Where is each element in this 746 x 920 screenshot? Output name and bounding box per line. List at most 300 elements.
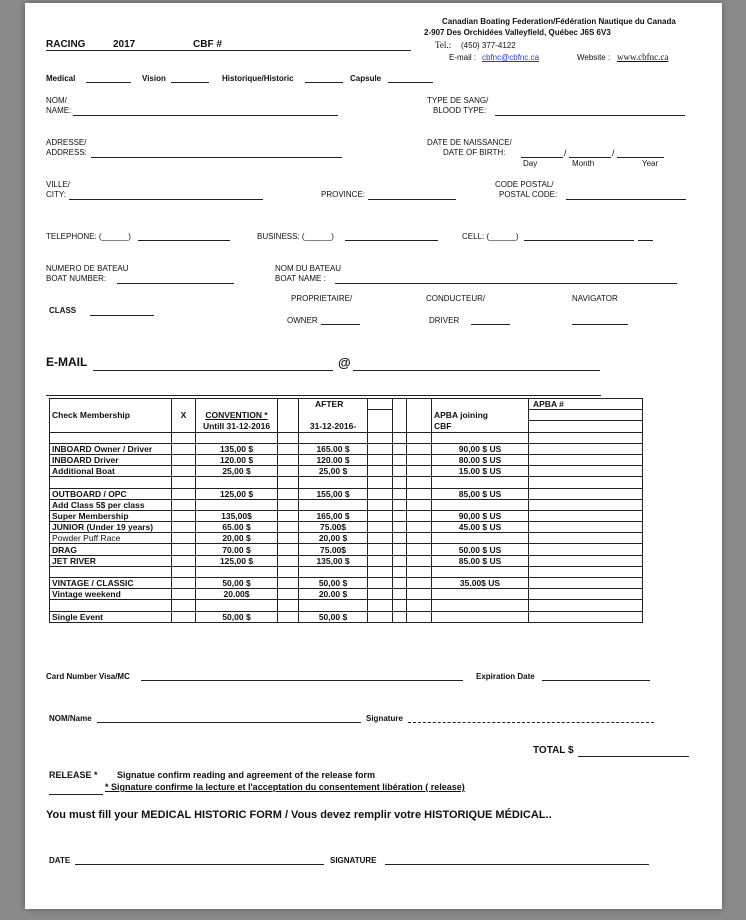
check-x-cell[interactable] [172, 589, 196, 600]
membership-type-cell: VINTAGE / CLASSIC [50, 578, 172, 589]
blank-cell [407, 432, 432, 443]
boat-name-field[interactable] [335, 283, 677, 284]
membership-type-cell: Single Event [50, 611, 172, 622]
convention-price-cell [196, 566, 278, 577]
check-x-cell[interactable] [172, 522, 196, 533]
navigator-label: NAVIGATOR [572, 294, 618, 303]
blank-cell [393, 510, 407, 521]
membership-type-cell: Vintage weekend [50, 589, 172, 600]
membership-type-cell [50, 600, 172, 611]
dob-slash: / [612, 148, 615, 158]
email-domain-field[interactable] [353, 370, 600, 371]
membership-type-cell: INBOARD Owner / Driver [50, 443, 172, 454]
blank-cell [368, 432, 393, 443]
blank-cell [393, 522, 407, 533]
province-label: PROVINCE: [321, 190, 366, 199]
membership-type-cell [50, 566, 172, 577]
blank-cell [393, 488, 407, 499]
membership-type-cell: Powder Puff Race [50, 533, 172, 544]
org-email-link[interactable]: cbfnc@cbfnc.ca [482, 53, 540, 62]
membership-type-cell: OUTBOARD / OPC [50, 488, 172, 499]
province-field[interactable] [368, 199, 456, 200]
blank-cell [407, 477, 432, 488]
blank-cell [393, 611, 407, 622]
membership-type-cell: Add Class 5$ per class [50, 499, 172, 510]
address-label [46, 138, 87, 158]
boat-number-field[interactable] [117, 283, 234, 284]
signature2-label: SIGNATURE [330, 856, 377, 865]
blank-cell [393, 578, 407, 589]
after-price-cell: 135,00 $ [299, 555, 368, 566]
vision-field[interactable] [171, 82, 209, 83]
driver-label: DRIVER [429, 316, 460, 325]
blank-cell [407, 522, 432, 533]
signature-field[interactable] [408, 722, 654, 723]
release-french: * Signature confirme la lecture et l'acceptation du consentement libération ( release) [105, 782, 465, 792]
release-label: RELEASE * [49, 770, 98, 780]
convention-price-cell: 20.00$ [196, 589, 278, 600]
name-label [46, 96, 71, 116]
after-price-cell: 155,00 $ [299, 488, 368, 499]
blank-cell [278, 510, 299, 521]
card-number-field[interactable] [141, 680, 463, 681]
boat-name-en: BOAT NAME : [275, 274, 326, 283]
blank-cell [407, 578, 432, 589]
blank-cell [407, 510, 432, 521]
blank-cell [393, 499, 407, 510]
table-row [50, 466, 643, 477]
blank-cell [407, 600, 432, 611]
apba-number-cell[interactable] [529, 555, 643, 566]
check-x-cell[interactable] [172, 533, 196, 544]
cell-field[interactable] [524, 240, 634, 241]
address-field[interactable] [91, 157, 342, 158]
apba-number-cell[interactable] [529, 611, 643, 622]
blank-cell [393, 555, 407, 566]
check-x-cell[interactable] [172, 466, 196, 477]
dob-slash: / [564, 148, 567, 158]
blank-cell [368, 533, 393, 544]
convention-price-cell: 20,00 $ [196, 533, 278, 544]
blood-type-en: BLOOD TYPE: [433, 106, 487, 115]
apba-number-cell[interactable] [529, 432, 643, 443]
blank-cell [368, 566, 393, 577]
cell-label: CELL: (______) [462, 232, 519, 241]
apba-number-header: APBA # [529, 399, 643, 410]
membership-type-cell [50, 432, 172, 443]
tel-value: (450) 377-4122 [461, 41, 516, 50]
convention-price-cell: 50,00 $ [196, 578, 278, 589]
after-price-cell: 75.00$ [299, 544, 368, 555]
x-header: X [172, 410, 196, 421]
apba-price-cell [432, 589, 529, 600]
expiration-field[interactable] [542, 680, 650, 681]
blank-cell [407, 443, 432, 454]
date-field[interactable] [75, 864, 324, 865]
blank-cell [368, 600, 393, 611]
nom-name-label: NOM/Name [49, 714, 92, 723]
table-row [50, 544, 643, 555]
check-x-cell[interactable] [172, 488, 196, 499]
apba-price-cell: 50.00 $ US [432, 544, 529, 555]
membership-type-cell: Additional Boat [50, 466, 172, 477]
boat-number-en: BOAT NUMBER: [46, 274, 107, 283]
date-label: DATE [49, 856, 71, 865]
blank-cell [368, 477, 393, 488]
blank-cell [368, 555, 393, 566]
membership-type-cell [50, 477, 172, 488]
telephone-field[interactable] [138, 240, 230, 241]
membership-type-cell: DRAG [50, 544, 172, 555]
dob-fr: DATE DE NAISSANCE/ [427, 138, 512, 147]
table-row [50, 566, 643, 577]
blank-cell [278, 533, 299, 544]
cell-ext-field[interactable] [638, 240, 653, 241]
blank-cell [368, 611, 393, 622]
blank-cell [278, 600, 299, 611]
racing-underline [46, 50, 411, 51]
convention-price-cell: 125,00 $ [196, 488, 278, 499]
city-field[interactable] [69, 199, 263, 200]
year-label: Year [642, 159, 659, 168]
blank-cell [407, 454, 432, 465]
medical-historic-note: You must fill your MEDICAL HISTORIC FORM / Vous devez remplir votre HISTORIQUE MÉDICAL.. [46, 809, 552, 821]
apba-number-cell[interactable] [529, 600, 643, 611]
after-price-cell: 165.00 $ [299, 443, 368, 454]
blank-cell [393, 566, 407, 577]
blank-cell [278, 566, 299, 577]
dob-day-field[interactable] [521, 157, 563, 158]
blank-cell [368, 443, 393, 454]
at-sign: @ [338, 355, 351, 370]
after-price-cell: 75.00$ [299, 522, 368, 533]
apba-price-cell [432, 477, 529, 488]
blank-cell [278, 522, 299, 533]
blank-cell [368, 466, 393, 477]
signature-label: Signature [366, 714, 403, 723]
apba-price-cell [432, 611, 529, 622]
blank-cell [407, 488, 432, 499]
check-x-cell[interactable] [172, 499, 196, 510]
convention-price-cell: 125,00 $ [196, 555, 278, 566]
blank-cell [393, 432, 407, 443]
conducteur-label: CONDUCTEUR/ [426, 294, 486, 303]
owner-field[interactable] [321, 324, 360, 325]
table-row [50, 555, 643, 566]
convention-price-cell: 120.00 $ [196, 454, 278, 465]
boat-number-label [46, 264, 129, 284]
membership-type-cell: JET RIVER [50, 555, 172, 566]
blank-cell [393, 443, 407, 454]
signature2-field[interactable] [385, 864, 649, 865]
website-label: Website : [577, 53, 611, 62]
apba-number-cell[interactable] [529, 443, 643, 454]
blank-cell [278, 432, 299, 443]
apba-joining-header: APBA joining [432, 410, 529, 421]
apba-price-cell: 15.00 $ US [432, 466, 529, 477]
check-x-cell[interactable] [172, 555, 196, 566]
blank-cell [407, 555, 432, 566]
convention-price-cell: 135,00 $ [196, 443, 278, 454]
table-row [50, 533, 643, 544]
blank-cell [368, 454, 393, 465]
racing-year: 2017 [113, 39, 136, 50]
after-date-header: 31-12-2016- [299, 421, 368, 432]
postal-code-label [495, 180, 557, 200]
blank-cell [278, 454, 299, 465]
blank-cell [368, 544, 393, 555]
after-price-cell: 165,00 $ [299, 510, 368, 521]
apba-number-cell[interactable] [529, 466, 643, 477]
blank-cell [393, 466, 407, 477]
apba-number-cell[interactable] [529, 454, 643, 465]
business-field[interactable] [345, 240, 438, 241]
historic-field[interactable] [305, 82, 343, 83]
table-row [50, 499, 643, 510]
blank-cell [393, 589, 407, 600]
blank-cell [278, 578, 299, 589]
until-date-header: Untill 31-12-2016 [196, 421, 278, 432]
email-label: E-mail : [449, 53, 477, 62]
apba-number-cell[interactable] [529, 499, 643, 510]
convention-price-cell: 50,00 $ [196, 611, 278, 622]
vision-label: Vision [142, 74, 166, 83]
name-field[interactable] [73, 115, 338, 116]
release-initial-field[interactable] [49, 794, 103, 795]
racing-label: RACING [46, 39, 86, 50]
convention-price-cell: 65.00 $ [196, 522, 278, 533]
capsule-label: Capsule [350, 74, 382, 83]
after-price-cell [299, 499, 368, 510]
medical-field[interactable] [86, 82, 131, 83]
blank-cell [368, 578, 393, 589]
check-x-cell[interactable] [172, 611, 196, 622]
after-price-cell: 50,00 $ [299, 611, 368, 622]
blank-cell [407, 566, 432, 577]
membership-type-cell: INBOARD Driver [50, 454, 172, 465]
apba-number-cell[interactable] [529, 544, 643, 555]
dob-month-field[interactable] [569, 157, 611, 158]
blank-cell [393, 454, 407, 465]
blank-cell [393, 544, 407, 555]
apba-number-cell[interactable] [529, 578, 643, 589]
table-header-row-3 [50, 421, 643, 432]
check-membership-header: Check Membership [50, 410, 172, 421]
check-x-cell[interactable] [172, 443, 196, 454]
blood-type-field[interactable] [495, 115, 685, 116]
check-x-cell[interactable] [172, 432, 196, 443]
navigator-field[interactable] [572, 324, 628, 325]
blank-cell [278, 499, 299, 510]
apba-price-cell: 45.00 $ US [432, 522, 529, 533]
table-row [50, 589, 643, 600]
apba-price-cell: 80.00 $ US [432, 454, 529, 465]
after-header: AFTER [299, 399, 368, 410]
blood-type-label [427, 96, 488, 116]
table-row [50, 600, 643, 611]
convention-price-cell [196, 477, 278, 488]
table-row [50, 454, 643, 465]
convention-price-cell [196, 432, 278, 443]
check-x-cell[interactable] [172, 510, 196, 521]
blank-cell [407, 544, 432, 555]
cbf-number-label: CBF # [193, 39, 222, 50]
adresse-fr: ADRESSE/ [46, 138, 87, 147]
apba-price-cell [432, 600, 529, 611]
blank-cell [368, 589, 393, 600]
after-price-cell [299, 566, 368, 577]
org-address: 2-907 Des Orchidées Valleyfield, Québec J6S 6V3 [424, 28, 611, 37]
table-row [50, 477, 643, 488]
boat-number-fr: NUMERO DE BATEAU [46, 264, 129, 273]
expiration-label: Expiration Date [476, 672, 535, 681]
form-page [25, 3, 722, 909]
table-header-row-1 [50, 399, 643, 410]
table-row [50, 522, 643, 533]
membership-type-cell: JUNIOR (Under 19 years) [50, 522, 172, 533]
blank-cell [407, 611, 432, 622]
capsule-field[interactable] [388, 82, 433, 83]
blank-cell [278, 443, 299, 454]
table-row [50, 443, 643, 454]
apba-number-cell[interactable] [529, 566, 643, 577]
apba-number-cell[interactable] [529, 510, 643, 521]
blank-cell [368, 499, 393, 510]
nom-name-field[interactable] [97, 722, 361, 723]
convention-price-cell: 135,00$ [196, 510, 278, 521]
blank-cell [368, 488, 393, 499]
table-row [50, 488, 643, 499]
boat-name-label [275, 264, 341, 284]
blank-cell [278, 589, 299, 600]
after-price-cell: 120.00 $ [299, 454, 368, 465]
check-x-cell[interactable] [172, 578, 196, 589]
org-name: Canadian Boating Federation/Fédération Nautique du Canada [442, 17, 676, 26]
postal-fr: CODE POSTAL/ [495, 180, 554, 189]
total-field[interactable] [578, 756, 689, 757]
blank-cell [407, 466, 432, 477]
blank-cell [393, 600, 407, 611]
apba-price-cell: 85.00 $ US [432, 555, 529, 566]
check-x-cell[interactable] [172, 544, 196, 555]
dob-label [427, 138, 512, 158]
postal-code-field[interactable] [566, 199, 686, 200]
day-label: Day [523, 159, 538, 168]
total-label: TOTAL $ [533, 745, 574, 756]
class-label: CLASS [49, 306, 77, 315]
convention-price-cell [196, 499, 278, 510]
apba-price-cell [432, 533, 529, 544]
after-price-cell [299, 600, 368, 611]
nom-label: NOM/ [46, 96, 67, 105]
postal-en: POSTAL CODE: [499, 190, 558, 199]
apba-number-cell[interactable] [529, 488, 643, 499]
convention-price-cell: 70.00 $ [196, 544, 278, 555]
driver-field[interactable] [471, 324, 510, 325]
telephone-label: TELEPHONE: (______) [46, 232, 131, 241]
city-en: CITY: [46, 190, 67, 199]
medical-label: Medical [46, 74, 76, 83]
convention-header: CONVENTION * [196, 410, 278, 421]
table-row [50, 611, 643, 622]
name-label-en: NAME: [46, 106, 72, 115]
blank-cell [407, 533, 432, 544]
check-x-cell[interactable] [172, 454, 196, 465]
blank-cell [393, 477, 407, 488]
table-row [50, 432, 643, 443]
blank-cell [407, 589, 432, 600]
table-row [50, 578, 643, 589]
city-label [46, 180, 70, 200]
blank-cell [278, 466, 299, 477]
table-header-row-2 [50, 410, 643, 421]
business-label: BUSINESS: (______) [257, 232, 334, 241]
blank-cell [278, 555, 299, 566]
card-number-label: Card Number Visa/MC [46, 672, 130, 681]
membership-fee-table [49, 398, 643, 623]
after-price-cell: 20,00 $ [299, 533, 368, 544]
boat-name-fr: NOM DU BATEAU [275, 264, 342, 273]
cbf-header: CBF [432, 421, 529, 432]
convention-price-cell: 25,00 $ [196, 466, 278, 477]
dob-year-field[interactable] [617, 157, 664, 158]
blank-cell [278, 477, 299, 488]
blank-cell [368, 522, 393, 533]
membership-type-cell: Super Membership [50, 510, 172, 521]
tel-label: Tel.: [435, 40, 452, 50]
blank-cell [278, 611, 299, 622]
apba-price-cell: 35.00$ US [432, 578, 529, 589]
blank-cell [278, 544, 299, 555]
apba-price-cell [432, 499, 529, 510]
apba-number-cell[interactable] [529, 477, 643, 488]
blank-cell [368, 510, 393, 521]
check-x-cell[interactable] [172, 566, 196, 577]
apba-price-cell [432, 432, 529, 443]
apba-number-cell[interactable] [529, 589, 643, 600]
apba-number-cell[interactable] [529, 522, 643, 533]
table-row [50, 510, 643, 521]
historic-label: Historique/Historic [222, 74, 294, 83]
ville-fr: VILLE/ [46, 180, 71, 189]
check-x-cell[interactable] [172, 477, 196, 488]
release-english: Signatue confirm reading and agreement of the release form [117, 770, 376, 780]
blood-type-fr: TYPE DE SANG/ [427, 96, 489, 105]
email-label-main: E-MAIL [46, 355, 88, 369]
after-price-cell [299, 432, 368, 443]
blank-cell [393, 533, 407, 544]
apba-number-cell[interactable] [529, 533, 643, 544]
website-link[interactable]: www.cbfnc.ca [617, 52, 669, 62]
after-price-cell: 50,00 $ [299, 578, 368, 589]
email-user-field[interactable] [93, 370, 333, 371]
convention-price-cell [196, 600, 278, 611]
blank-cell [278, 488, 299, 499]
after-price-cell: 20.00 $ [299, 589, 368, 600]
apba-price-cell: 85,00 $ US [432, 488, 529, 499]
dob-en: DATE OF BIRTH: [443, 148, 506, 157]
after-price-cell [299, 477, 368, 488]
apba-price-cell: 90,00 $ US [432, 443, 529, 454]
blank-cell [407, 499, 432, 510]
proprietaire-label: PROPRIETAIRE/ [291, 294, 353, 303]
table-top-rule [46, 395, 601, 396]
apba-price-cell [432, 566, 529, 577]
check-x-cell[interactable] [172, 600, 196, 611]
class-field[interactable] [90, 315, 154, 316]
apba-price-cell: 90,00 $ US [432, 510, 529, 521]
month-label: Month [572, 159, 595, 168]
